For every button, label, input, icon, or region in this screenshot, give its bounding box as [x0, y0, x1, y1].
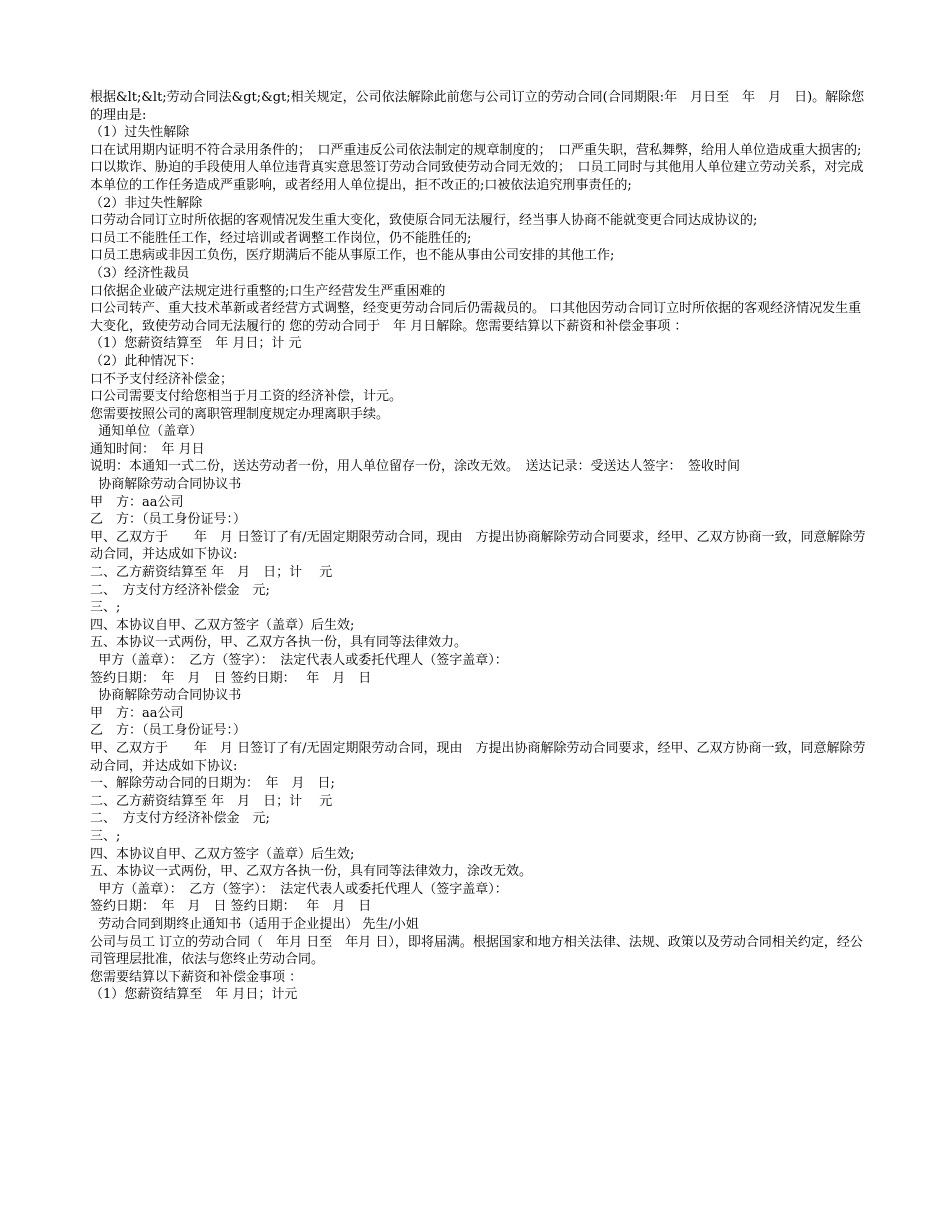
paragraph: 您需要结算以下薪资和补偿金事项 ： — [90, 969, 303, 985]
section-heading: （3）经济性裁员 — [90, 265, 190, 281]
party-b: 乙 方：（员工身份证号：） — [90, 512, 247, 528]
notice-unit: 通知单位（盖章） — [90, 424, 203, 440]
paragraph: 口不予支付经济补偿金； — [90, 371, 234, 387]
document-body — [90, 89, 870, 1004]
section-heading: （1）过失性解除 — [90, 125, 190, 141]
paragraph: 甲、乙双方于 年 月 日签订了有/无固定期限劳动合同，现由 方提出协商解除劳动合同要求，经甲、乙双方协商一致，同意解除劳动合同，并达成如下协议: — [90, 740, 866, 774]
signature-line: 甲方（盖章）： 乙方（签字）： 法定代表人或委托代理人（签字盖章）： — [90, 653, 508, 668]
paragraph: 口依据企业破产法规定进行重整的;口生产经营发生严重困难的 — [90, 283, 446, 299]
paragraph: 口在试用期内证明不符合录用条件的； 口严重违反公司依法制定的规章制度的； 口严重失职，营私舞弊，给用人单位造成重大损害的; — [90, 142, 862, 158]
paragraph: 甲、乙双方于 年 月 日签订了有/无固定期限劳动合同，现由 方提出协商解除劳动合同要求，经甲、乙双方协商一致，同意解除劳动合同，并达成如下协议: — [90, 529, 866, 563]
paragraph: 口公司需要支付给您相当于月工资的经济补偿，计元。 — [90, 389, 403, 405]
paragraph: 口公司转产、重大技术革新或者经营方式调整，经变更劳动合同后仍需裁员的。 口其他因劳动合同订立时所依据的客观经济情况发生重大变化，致使劳动合同无法履行的 您的劳动合同于 年 月日解除。您需要结算以下薪资和补偿金事项 ： — [90, 301, 862, 334]
clause: 二、乙方薪资结算至 年 月 日；计 元 — [90, 793, 333, 809]
clause: 三、; — [90, 600, 121, 616]
agreement-title: 协商解除劳动合同协议书 — [90, 477, 242, 493]
clause: 五、本协议一式两份，甲、乙双方各执一份，具有同等法律效力，涂改无效。 — [90, 864, 533, 880]
paragraph: 口员工不能胜任工作，经过培训或者调整工作岗位，仍不能胜任的; — [90, 230, 472, 246]
clause: 一、解除劳动合同的日期为： 年 月 日; — [90, 776, 335, 792]
clause: 四、本协议自甲、乙双方签字（盖章）后生效; — [90, 846, 355, 862]
paragraph: 公司与员工 订立的劳动合同（ 年月 日至 年月 日），即将届满。根据国家和地方相关法律、法规、政策以及劳动合同相关约定，经公司管理层批准，依法与您终止劳动合同。 — [90, 934, 863, 968]
paragraph: 口劳动合同订立时所依据的客观情况发生重大变化，致使原合同无法履行，经当事人协商不能就变更合同达成协议的; — [90, 213, 758, 229]
clause: 四、本协议自甲、乙双方签字（盖章）后生效; — [90, 617, 355, 633]
termination-notice-title: 劳动合同到期终止通知书（适用于企业提出） 先生/小姐 — [90, 916, 419, 932]
notice-date: 通知时间： 年 月日 — [90, 441, 205, 457]
party-a: 甲 方：aa公司 — [90, 494, 184, 510]
notice-note: 说明：本通知一式二份，送达劳动者一份，用人单位留存一份，涂改无效。 送达记录：受送达人签字： 签收时间 — [90, 459, 741, 475]
paragraph: 口以欺诈、胁迫的手段使用人单位违背真实意思签订劳动合同致使劳动合同无效的； 口员工同时与其他用人单位建立劳动关系，对完成本单位的工作任务造成严重影响，或者经用人单位提出，拒不改正的;口被依法追究刑事责任的; — [90, 160, 864, 193]
clause: 二、 方支付方经济补偿金 元; — [90, 582, 270, 598]
party-b: 乙 方：（员工身份证号：） — [90, 723, 247, 739]
paragraph: 您需要按照公司的离职管理制度规定办理离职手续。 — [90, 406, 390, 422]
sign-date-line: 签约日期： 年 月 日 签约日期： 年 月 日 — [90, 670, 372, 686]
paragraph: （2）此种情况下： — [90, 353, 203, 369]
clause: 二、 方支付方经济补偿金 元; — [90, 811, 270, 827]
clause: 三、; — [90, 828, 121, 844]
party-a: 甲 方：aa公司 — [90, 705, 184, 721]
signature-line: 甲方（盖章）： 乙方（签字）： 法定代表人或委托代理人（签字盖章）： — [90, 881, 508, 897]
intro-paragraph: 根据&lt;&lt;劳动合同法&gt;&gt;相关规定，公司依法解除此前您与公司订立的劳动合同(合同期限:年 月日至 年 月 日)。解除您的理由是: — [90, 90, 865, 123]
paragraph: （1）您薪资结算至 年 月日；计 元 — [90, 336, 302, 352]
paragraph: 口员工患病或非因工负伤，医疗期满后不能从事原工作，也不能从事由公司安排的其他工作; — [90, 248, 615, 264]
clause: 二、乙方薪资结算至 年 月 日；计 元 — [90, 565, 333, 581]
section-heading: （2）非过失性解除 — [90, 195, 203, 211]
paragraph: （1）您薪资结算至 年 月日；计元 — [90, 987, 298, 1003]
clause: 五、本协议一式两份，甲、乙双方各执一份，具有同等法律效力。 — [90, 635, 468, 651]
agreement-title: 协商解除劳动合同协议书 — [90, 688, 242, 704]
sign-date-line: 签约日期： 年 月 日 签约日期： 年 月 日 — [90, 899, 372, 915]
